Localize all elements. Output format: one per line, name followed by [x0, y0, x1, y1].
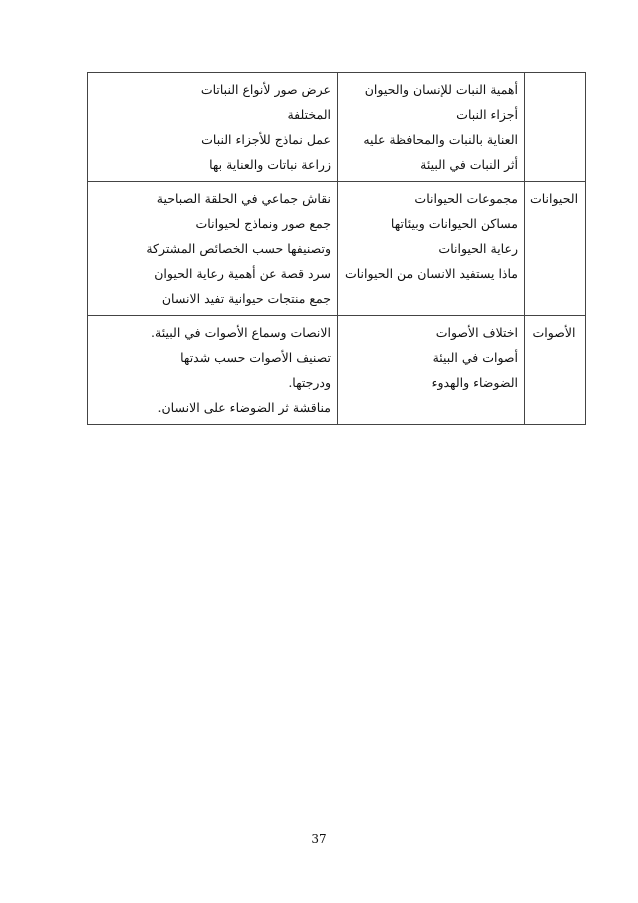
activity-cell: [88, 316, 338, 425]
topic-label: الأصوات: [532, 325, 576, 340]
content-line: مجموعات الحيوانات: [414, 191, 518, 206]
activity-line: زراعة نباتات والعناية بها: [209, 157, 331, 172]
activity-line: مناقشة ثر الضوضاء على الانسان.: [157, 400, 331, 415]
topic-cell: [525, 182, 586, 316]
activity-cell: [88, 73, 338, 182]
activity-line: ودرجتها.: [288, 375, 331, 390]
activity-line: تصنيف الأصوات حسب شدتها: [180, 350, 331, 365]
activity-line: الانصات وسماع الأصوات في البيئة.: [151, 325, 331, 340]
topic-label: الحيوانات: [529, 191, 579, 206]
activity-line: جمع صور ونماذج لحيوانات: [195, 216, 331, 231]
activity-line: سرد قصة عن أهمية رعاية الحيوان: [154, 266, 331, 281]
content-line: أجزاء النبات: [456, 107, 518, 122]
content-line: أثر النبات في البيئة: [420, 157, 518, 172]
table-row: [88, 73, 586, 182]
activity-line: جمع منتجات حيوانية تفيد الانسان: [161, 291, 331, 306]
content-cell: [338, 316, 525, 425]
curriculum-table: [87, 72, 586, 425]
activity-line: وتصنيفها حسب الخصائص المشتركة: [146, 241, 331, 256]
content-line: ماذا يستفيد الانسان من الحيوانات: [344, 266, 518, 281]
content-line: العناية بالنبات والمحافظة عليه: [363, 132, 518, 147]
activity-line: المختلفة: [287, 107, 331, 122]
activity-cell: [88, 182, 338, 316]
table-row: [88, 182, 586, 316]
activity-line: عرض صور لأنواع النباتات: [200, 82, 331, 97]
table-row: [88, 316, 586, 425]
content-line: أصوات في البيئة: [432, 350, 518, 365]
content-line: رعاية الحيوانات: [438, 241, 518, 256]
content-line: مساكن الحيوانات وبيئاتها: [390, 216, 518, 231]
activity-line: نقاش جماعي في الحلقة الصباحية: [156, 191, 331, 206]
content-cell: [338, 73, 525, 182]
content-line: الضوضاء والهدوء: [431, 375, 518, 390]
content-line: أهمية النبات للإنسان والحيوان: [364, 82, 518, 97]
content-line: اختلاف الأصوات: [435, 325, 518, 340]
topic-cell: [525, 316, 586, 425]
content-cell: [338, 182, 525, 316]
page-number: 37: [311, 832, 327, 846]
activity-line: عمل نماذج للأجزاء النبات: [201, 132, 331, 147]
topic-cell: [525, 73, 586, 182]
